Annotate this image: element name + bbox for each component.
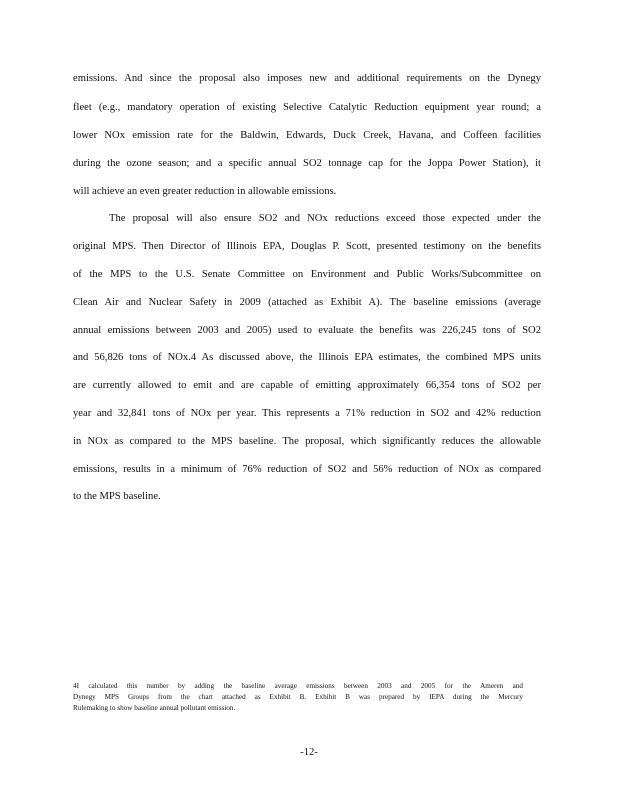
body-line: to the MPS baseline.: [73, 491, 161, 502]
body-line: and 56,826 tons of NOx.4 As discussed above, the Illinois EPA estimates, the combined MPS units: [73, 352, 541, 363]
body-line: during the ozone season; and a specific annual SO2 tonnage cap for the Joppa Power Station), it: [73, 158, 541, 169]
body-line: The proposal will also ensure SO2 and NOx reductions exceed those expected under the: [109, 213, 541, 224]
footnote-line: Rulemaking to show baseline annual pollutant emission.: [73, 704, 236, 712]
body-line: of the MPS to the U.S. Senate Committee on Environment and Public Works/Subcommittee on: [73, 269, 541, 280]
body-line: lower NOx emission rate for the Baldwin, Edwards, Duck Creek, Havana, and Coffeen facilities: [73, 130, 541, 141]
footnote-line: 4I calculated this number by adding the baseline average emissions between 2003 and 2005 for the Ameren and: [73, 682, 523, 690]
body-line: original MPS. Then Director of Illinois EPA, Douglas P. Scott, presented testimony on the benefits: [73, 241, 541, 252]
body-line: emissions, results in a minimum of 76% reduction of SO2 and 56% reduction of NOx as compared: [73, 464, 541, 475]
page-number: -12-: [300, 747, 318, 758]
body-line: emissions. And since the proposal also imposes new and additional requirements on the Dynegy: [73, 73, 541, 84]
body-line: fleet (e.g., mandatory operation of existing Selective Catalytic Reduction equipment year round; a: [73, 102, 541, 113]
body-line: are currently allowed to emit and are capable of emitting approximately 66,354 tons of SO2 per: [73, 380, 541, 391]
body-line: annual emissions between 2003 and 2005) used to evaluate the benefits was 226,245 tons of SO2: [73, 325, 541, 336]
body-line: will achieve an even greater reduction in allowable emissions.: [73, 186, 337, 197]
footnote-line: Dynegy MPS Groups from the chart attached as Exhibit B. Exhibit B was prepared by IEPA during the Mercury: [73, 693, 523, 701]
body-line: in NOx as compared to the MPS baseline. The proposal, which significantly reduces the allowable: [73, 436, 541, 447]
body-line: year and 32,841 tons of NOx per year. This represents a 71% reduction in SO2 and 42% reduction: [73, 408, 541, 419]
body-line: Clean Air and Nuclear Safety in 2009 (attached as Exhibit A). The baseline emissions (average: [73, 297, 541, 308]
